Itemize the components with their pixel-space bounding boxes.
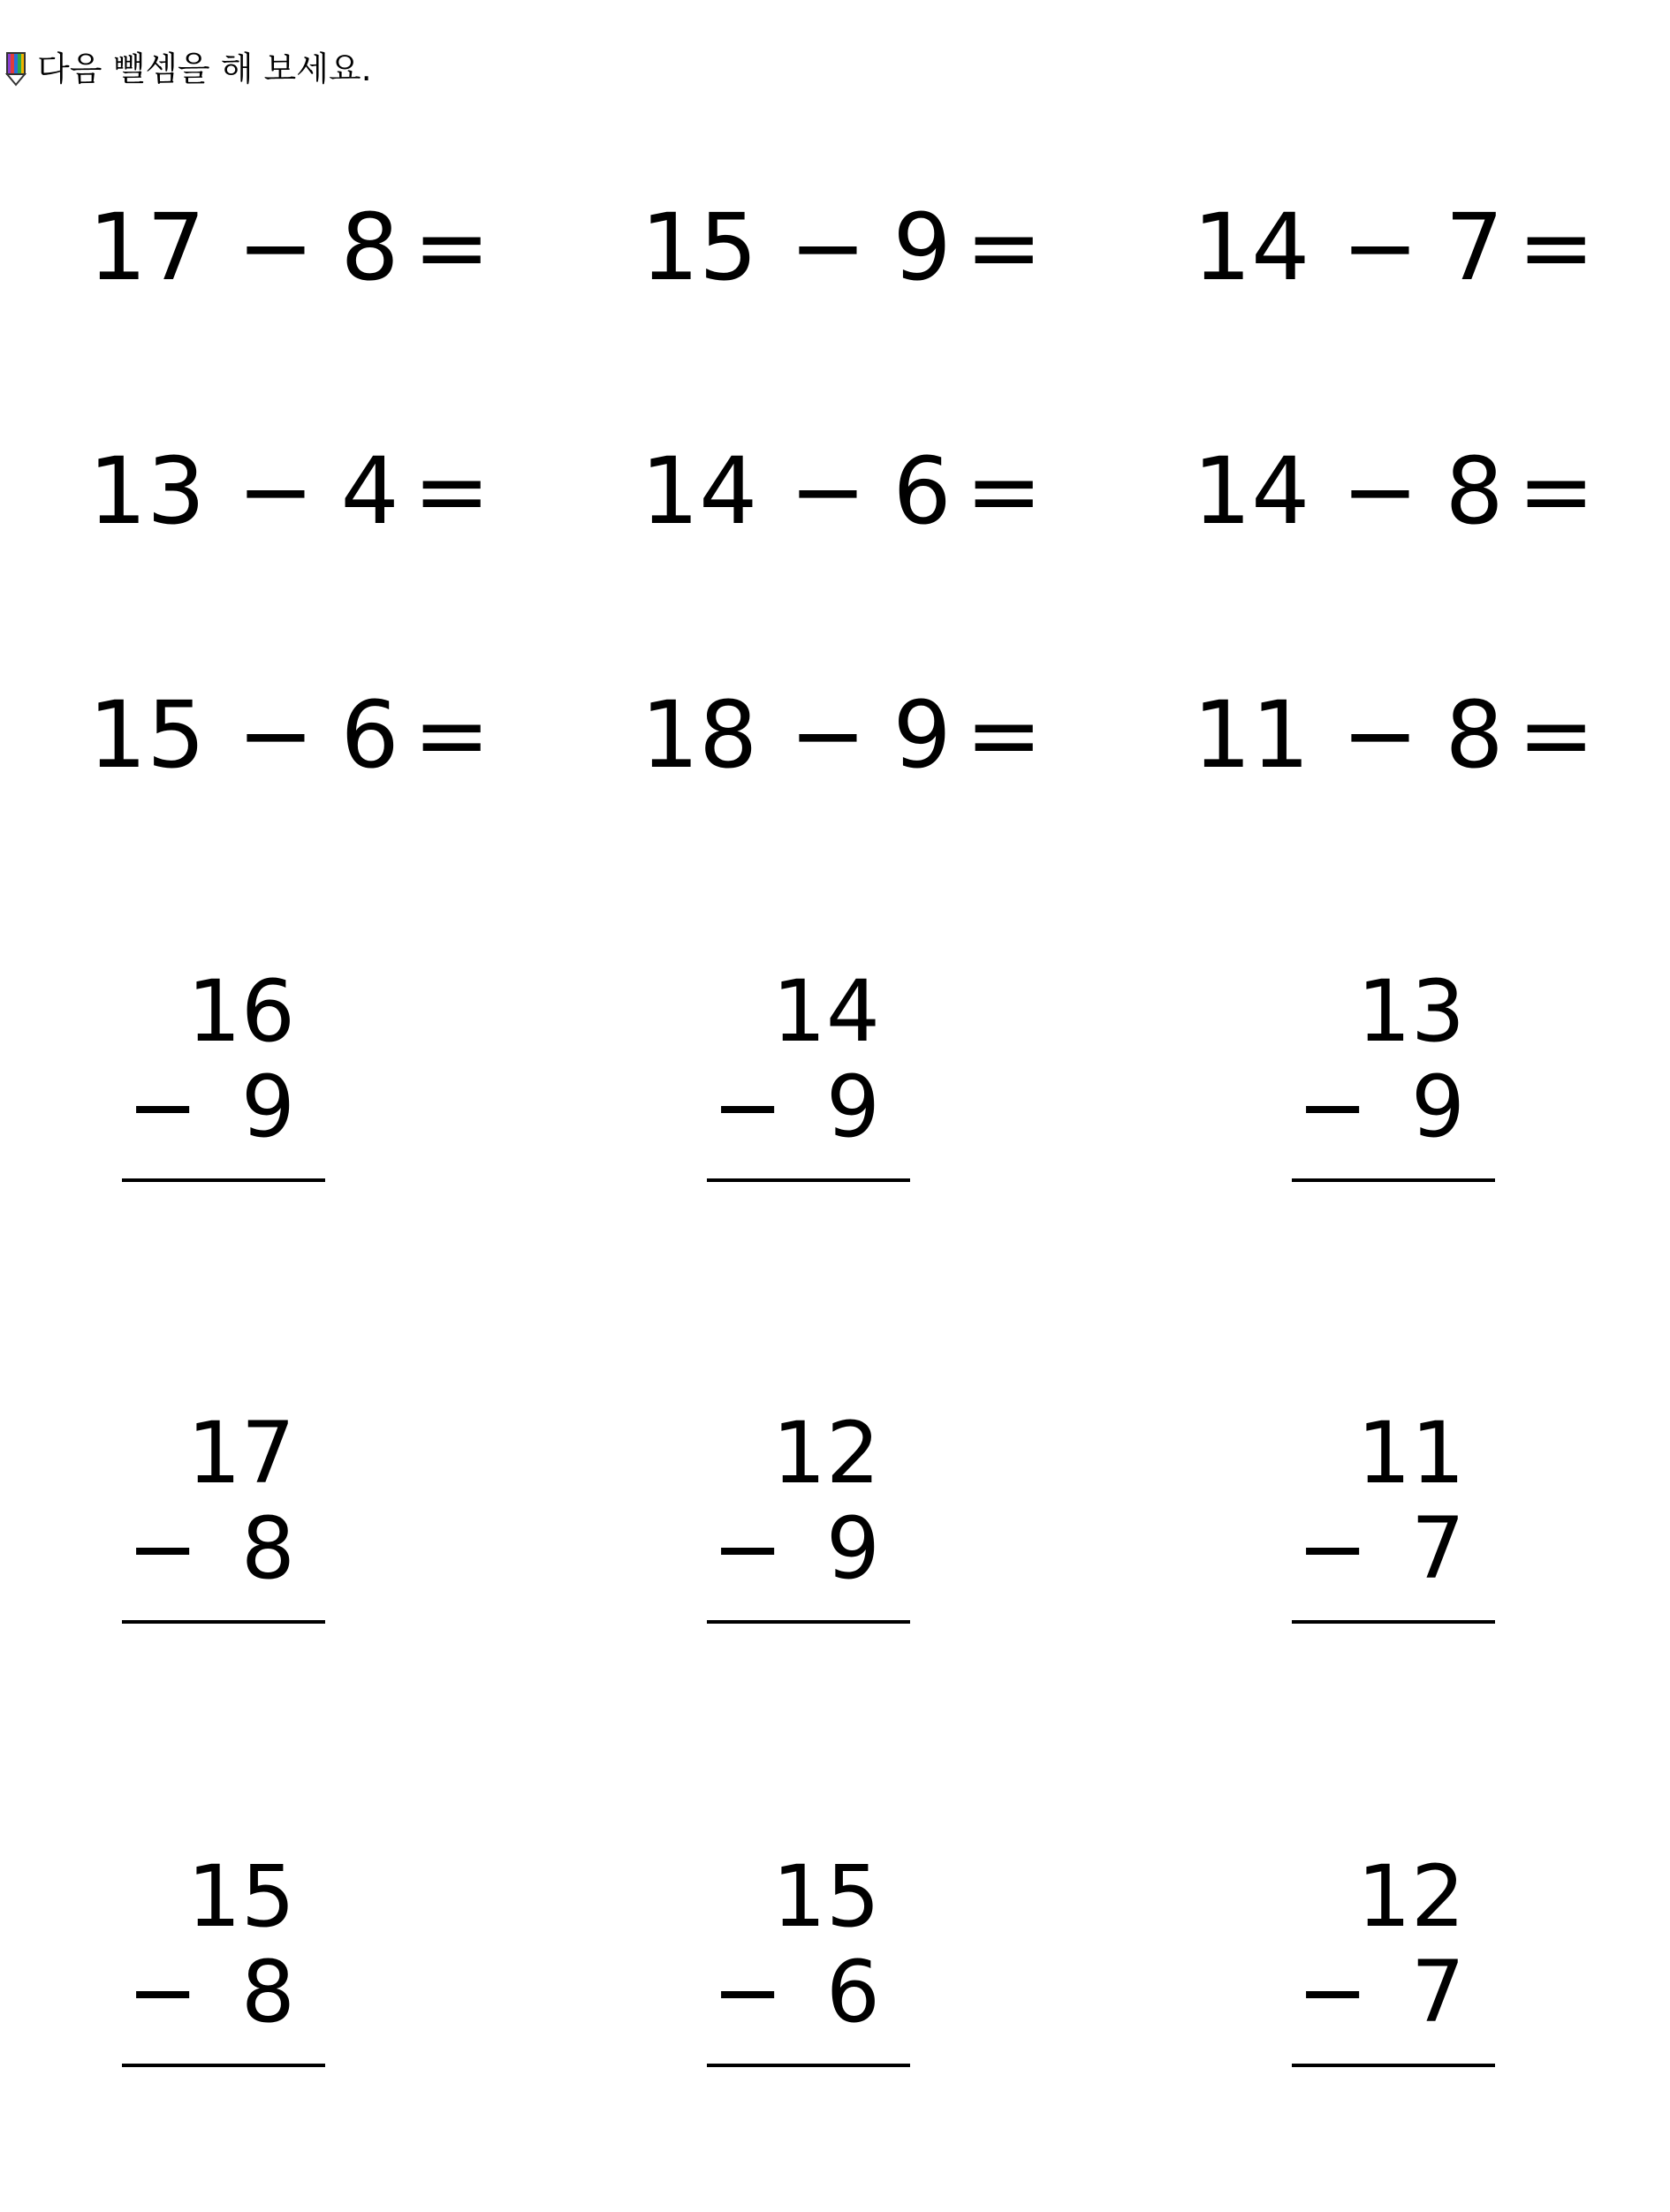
vertical-problem [1292, 963, 1504, 1193]
vertical-problem [122, 963, 334, 1193]
minus-sign: − [127, 1057, 199, 1156]
minus-sign: − [712, 1057, 784, 1156]
equals-sign: = [965, 193, 1043, 301]
minus-sign: − [712, 1499, 784, 1598]
subtrahend: 9 [892, 193, 952, 301]
minus-sign: − [127, 1499, 199, 1598]
minuend: 14 [771, 962, 880, 1061]
subtrahend: 7 [1410, 1499, 1465, 1598]
horizontal-problem [1193, 194, 1599, 300]
subtrahend: 4 [340, 437, 399, 545]
answer-line [122, 2064, 325, 2067]
answer-line [1292, 1178, 1495, 1182]
minus-sign: − [237, 193, 315, 301]
horizontal-problem [88, 194, 495, 300]
minuend: 15 [186, 1847, 295, 1946]
vertical-problem [122, 1405, 334, 1634]
minuend: 15 [771, 1847, 880, 1946]
vertical-problem [707, 1405, 919, 1634]
minuend: 13 [88, 437, 206, 545]
minus-sign: − [712, 1943, 784, 2042]
subtrahend: 9 [1410, 1057, 1465, 1156]
vertical-problem [1292, 1405, 1504, 1634]
subtrahend: 6 [892, 437, 952, 545]
subtrahend: 8 [340, 193, 399, 301]
equals-sign: = [965, 437, 1043, 545]
subtrahend: 9 [892, 681, 952, 789]
minus-sign: − [1297, 1499, 1369, 1598]
answer-line [707, 1620, 910, 1624]
vertical-problem [122, 1848, 334, 2078]
subtrahend: 9 [240, 1057, 295, 1156]
minuend: 18 [641, 681, 758, 789]
answer-line [122, 1178, 325, 1182]
minuend: 14 [1193, 437, 1310, 545]
horizontal-problem [1193, 438, 1599, 544]
minuend: 17 [88, 193, 206, 301]
minus-sign: − [127, 1943, 199, 2042]
subtrahend: 8 [240, 1499, 295, 1598]
equals-sign: = [1517, 193, 1595, 301]
answer-line [122, 1620, 325, 1624]
vertical-problem [1292, 1848, 1504, 2078]
horizontal-problem [641, 194, 1047, 300]
minuend: 11 [1193, 681, 1310, 789]
answer-line [1292, 2064, 1495, 2067]
minus-sign: − [789, 437, 867, 545]
subtrahend: 7 [1410, 1943, 1465, 2042]
minuend: 16 [186, 962, 295, 1061]
minus-sign: − [1297, 1057, 1369, 1156]
answer-line [707, 2064, 910, 2067]
instruction-line [5, 51, 372, 87]
minuend: 14 [641, 437, 758, 545]
subtrahend: 8 [240, 1943, 295, 2042]
subtrahend: 6 [825, 1943, 880, 2042]
horizontal-problem [1193, 682, 1599, 788]
equals-sign: = [413, 193, 490, 301]
horizontal-problem [88, 438, 495, 544]
minuend: 12 [1356, 1847, 1465, 1946]
equals-sign: = [1517, 437, 1595, 545]
minus-sign: − [789, 681, 867, 789]
equals-sign: = [1517, 681, 1595, 789]
minus-sign: − [789, 193, 867, 301]
minuend: 12 [771, 1404, 880, 1503]
vertical-problem [707, 1848, 919, 2078]
pencil-icon [5, 51, 27, 87]
minus-sign: − [237, 437, 315, 545]
subtrahend: 7 [1445, 193, 1504, 301]
equals-sign: = [413, 437, 490, 545]
minuend: 14 [1193, 193, 1310, 301]
answer-line [1292, 1620, 1495, 1624]
minus-sign: − [237, 681, 315, 789]
minuend: 15 [641, 193, 758, 301]
answer-line [707, 1178, 910, 1182]
equals-sign: = [965, 681, 1043, 789]
minus-sign: − [1341, 681, 1419, 789]
subtrahend: 8 [1445, 681, 1504, 789]
subtrahend: 8 [1445, 437, 1504, 545]
minus-sign: − [1341, 193, 1419, 301]
minuend: 15 [88, 681, 206, 789]
minuend: 11 [1356, 1404, 1465, 1503]
equals-sign: = [413, 681, 490, 789]
minus-sign: − [1297, 1943, 1369, 2042]
vertical-problem [707, 963, 919, 1193]
minuend: 13 [1356, 962, 1465, 1061]
subtrahend: 6 [340, 681, 399, 789]
horizontal-problem [88, 682, 495, 788]
minuend: 17 [186, 1404, 295, 1503]
horizontal-problem [641, 438, 1047, 544]
subtrahend: 9 [825, 1057, 880, 1156]
horizontal-problem [641, 682, 1047, 788]
instruction-text: 다음 뺄셈을 해 보세요. [37, 49, 372, 88]
subtrahend: 9 [825, 1499, 880, 1598]
minus-sign: − [1341, 437, 1419, 545]
